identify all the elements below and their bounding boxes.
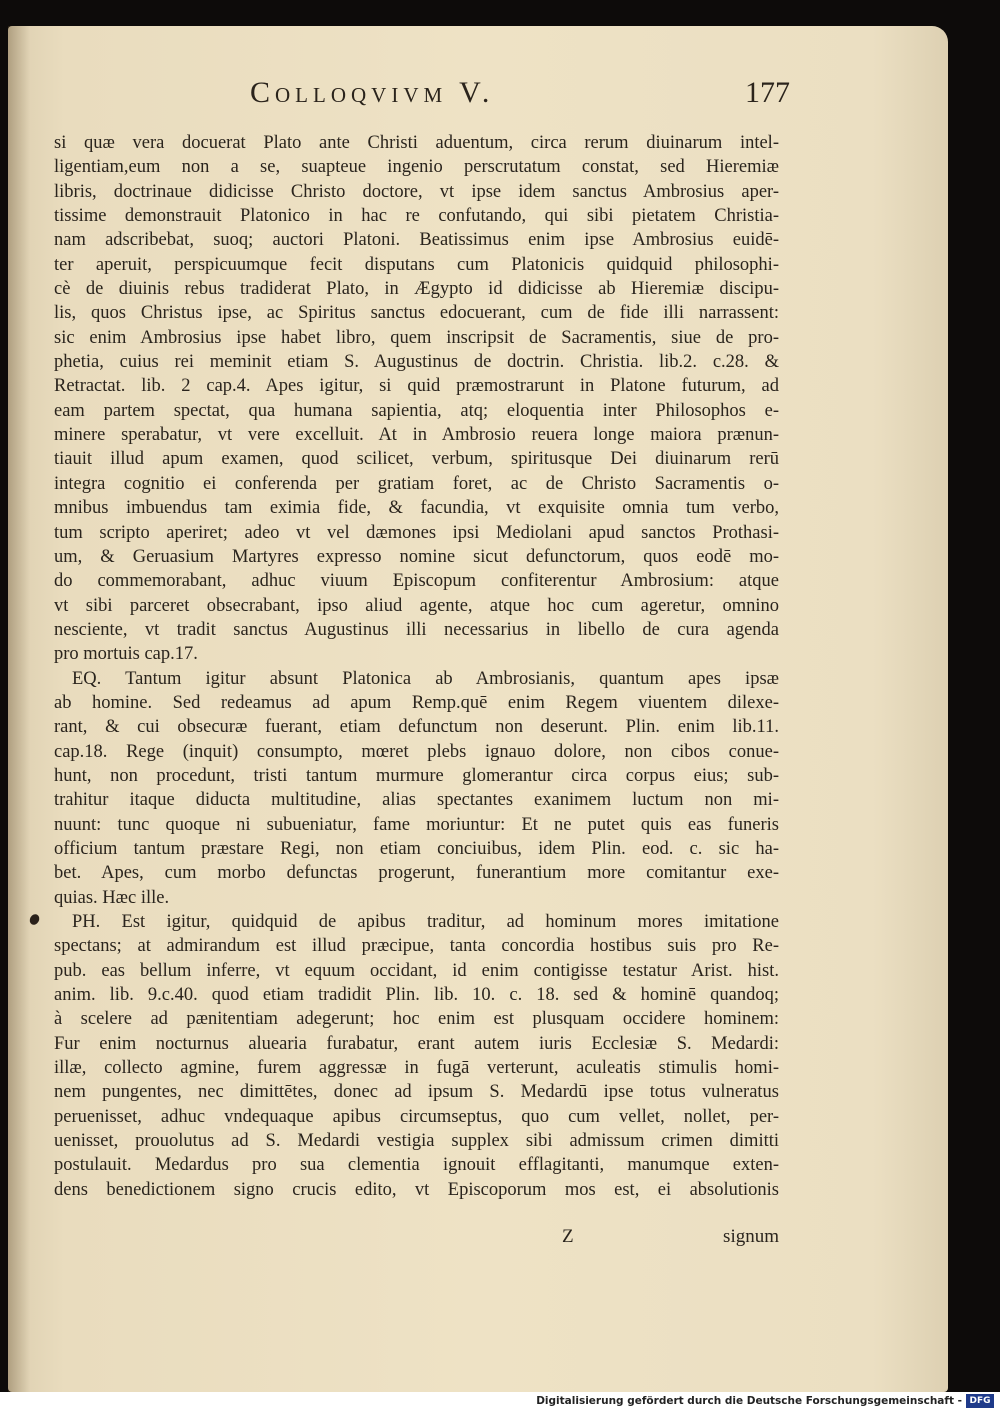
text-line: eam partem spectat, qua humana sapientia, atq; eloquentia inter Philosophos e-: [54, 400, 779, 421]
text-line: ligentiam,eum non a se, suapteue ingenio perscrutatum constat, sed Hieremiæ: [54, 157, 779, 178]
text-line: libris, doctrinaue didicisse Christo doctore, vt ipse idem sanctus Ambrosius aper-: [54, 181, 779, 202]
text-line: tissime demonstrauit Platonico in hac re confutando, qui sibi pietatem Christia-: [54, 206, 779, 227]
text-line: postulauit. Medardus pro sua clementia ignouit efflagitanti, manumque exten-: [54, 1155, 779, 1176]
text-line: bet. Apes, cum morbo defunctas progerunt, funerantium more comitantur exe-: [54, 863, 779, 884]
text-line: pro mortuis cap.17.: [54, 644, 198, 665]
body-text: [54, 131, 779, 1202]
text-line: pub. eas bellum inferre, vt equum occidant, id enim contigisse testatur Arist. hist.: [54, 960, 779, 981]
text-line: hunt, non procedunt, tristi tantum murmure glomerantur circa corpus eius; sub-: [54, 765, 779, 786]
running-title: Colloqvivm V.: [250, 76, 495, 109]
text-line: quias. Hæc ille.: [54, 887, 170, 908]
text-line: officium tantum præstare Regi, non etiam conciuibus, idem Plin. eod. c. sic ha-: [54, 838, 779, 859]
signature-mark: Z: [562, 1226, 574, 1247]
text-line: mnibus imbuendus tam eximia fide, & facundia, vt exquisite omnia tum verbo,: [54, 498, 779, 519]
text-line: dens benedictionem signo crucis edito, vt Episcoporum mos est, ei absolutionis: [54, 1179, 779, 1200]
text-line: ter aperuit, perspicuumque fecit disputans cum Platonicis quidquid philosophi-: [54, 254, 779, 275]
text-line: uenisset, prouolutus ad S. Medardi vestigia supplex sibi admissum crimen dimitti: [54, 1131, 779, 1152]
text-line: PH. Est igitur, quidquid de apibus traditur, ad hominum mores imitatione: [72, 912, 779, 932]
page-number: 177: [745, 76, 790, 109]
text-line: um, & Geruasium Martyres expresso nomine sicut defunctorum, quos eodē mo-: [54, 546, 779, 567]
text-line: rant, & cui obsecuræ fuerant, etiam defunctum non deserunt. Plin. enim lib.11.: [54, 717, 779, 738]
text-line: illæ, collecto agmine, furem aggressæ in fugā verterunt, aculeatis stimulis homi-: [54, 1058, 779, 1079]
text-line: tiauit illud apum examen, quod scilicet, verbum, spiritusque Dei diuinarum rerū: [54, 449, 779, 470]
ink-blot: [28, 912, 41, 926]
digitization-footer: [0, 1392, 1000, 1411]
text-line: trahitur itaque diducta multitudine, alias spectantes exanimem luctum non mi-: [54, 790, 779, 811]
text-line: sic enim Ambrosius ipse habet libro, quem inscripsit de Sacramentis, siue de pro-: [54, 327, 779, 348]
page-foot: [54, 1222, 779, 1252]
text-line: tum scripto aperiret; adeo vt vel dæmones ipsi Mediolani apud sanctos Prothasi-: [54, 522, 779, 543]
text-line: Retractat. lib. 2 cap.4. Apes igitur, si quid præmostrarunt in Platone futurum, ad: [54, 376, 779, 397]
text-line: à scelere ad pænitentiam adegerunt; hoc enim est plusquam occidere hominem:: [54, 1009, 779, 1030]
text-line: cè de diuinis rebus tradiderat Plato, in Ægypto id didicisse ab Hieremiæ discipu-: [54, 279, 779, 300]
text-line: integra cognitio ei conferenda per gratiam foret, ac de Christo Sacramentis o-: [54, 473, 779, 494]
text-line: phetia, cuius rei meminit etiam S. Augustinus de doctrin. Christia. lib.2. c.28. &: [54, 352, 779, 373]
text-line: si quæ vera docuerat Plato ante Christi aduentum, circa rerum diuinarum intel-: [54, 133, 779, 153]
text-line: minere sperabatur, vt vere excelluit. At in Ambrosio reuera longe maiora prænun-: [54, 425, 779, 446]
text-line: nuunt: tunc quoque ni subueniatur, fame moriuntur: Et ne putet quis eas funeris: [54, 814, 779, 835]
dfg-logo-icon: DFG: [966, 1394, 994, 1408]
running-head: [250, 76, 790, 116]
text-line: peruenisset, adhuc vndequaque apibus circumseptus, quo cum vellet, nollet, per-: [54, 1106, 779, 1127]
text-line: Fur enim nocturnus aluearia furabatur, erant autem iuris Ecclesiæ S. Medardi:: [54, 1033, 779, 1054]
text-line: cap.18. Rege (inquit) consumpto, mœret plebs ignauo dolore, non cibos conue-: [54, 741, 779, 762]
text-line: nam adscribebat, suoq; auctori Platoni. Beatissimus enim ipse Ambrosius euidē-: [54, 230, 779, 251]
text-line: EQ. Tantum igitur absunt Platonica ab Ambrosianis, quantum apes ipsæ: [72, 668, 779, 689]
text-line: nesciente, vt tradit sanctus Augustinus illi necessarius in libello de cura agenda: [54, 619, 779, 640]
text-line: nem pungentes, nec dimittētes, donec ad ipsum S. Medardū ipse totus vulneratus: [54, 1082, 779, 1103]
text-line: spectans; at admirandum est illud præcipue, tanta concordia hostibus suis pro Re-: [54, 936, 779, 957]
text-line: lis, quos Christus ipse, ac Spiritus sanctus edocuerant, cum de fide illi narrassent:: [54, 303, 779, 324]
text-line: ab homine. Sed redeamus ad apum Remp.quē enim Regem viuentem dilexe-: [54, 692, 779, 713]
catchword: signum: [723, 1226, 779, 1247]
text-line: vt sibi parceret obsecrabant, ipso aliud agente, atque hoc cum ageretur, omnino: [54, 595, 779, 616]
text-line: do commemorabant, adhuc viuum Episcopum confiterentur Ambrosium: atque: [54, 571, 779, 592]
text-line: anim. lib. 9.c.40. quod etiam tradidit Plin. lib. 10. c. 18. sed & hominē quandoq;: [54, 985, 779, 1006]
digitization-credit: Digitalisierung gefördert durch die Deutsche Forschungsgemeinschaft -: [536, 1395, 962, 1407]
